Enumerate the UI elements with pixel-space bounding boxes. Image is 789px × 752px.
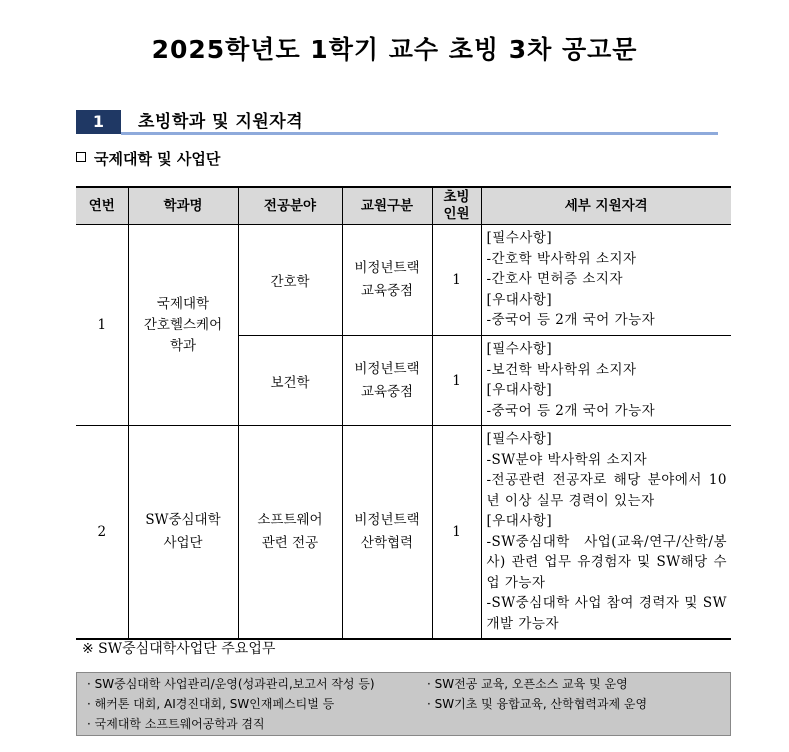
section-number: 1 — [76, 110, 121, 134]
qualifications-cell — [481, 426, 731, 639]
faculty-type-line: 교육중점 — [360, 283, 414, 299]
department-name — [128, 426, 238, 639]
faculty-type-line: 산학협력 — [360, 534, 414, 551]
hire-count: 1 — [432, 225, 481, 336]
duty-item: · SW전공 교육, 오픈소스 교육 및 운영 — [427, 677, 628, 691]
header-count — [432, 187, 481, 225]
major-field: 보건학 — [238, 336, 342, 426]
qualifications-cell — [481, 336, 731, 426]
table-row — [76, 225, 731, 336]
faculty-type-line: 비정년트랙 — [354, 260, 420, 276]
faculty-type — [342, 426, 432, 639]
qualification-line: -SW중심대학 사업 참여 경력자 및 SW개발 가능자 — [486, 595, 727, 632]
qualification-line: -간호학 박사학위 소지자 — [486, 250, 637, 267]
qualification-line: [필수사항] — [486, 341, 553, 357]
qualification-line: -보건학 박사학위 소지자 — [486, 361, 637, 378]
qualification-line: [우대사항] — [486, 513, 553, 529]
table-row — [76, 426, 731, 639]
department-name — [128, 225, 238, 426]
checkbox-square-icon — [76, 152, 86, 162]
recruitment-table — [76, 186, 731, 640]
faculty-type-line: 교육중점 — [360, 383, 414, 400]
duty-item: · 해커톤 대회, AI경진대회, SW인재페스티벌 등 — [87, 697, 335, 711]
department-line: 사업단 — [163, 534, 203, 551]
qualification-line: [우대사항] — [486, 291, 553, 308]
qualification-line: -중국어 등 2개 국어 가능자 — [486, 402, 656, 419]
duty-item: · SW기초 및 융합교육, 산학협력과제 운영 — [427, 697, 648, 711]
table-header-row — [76, 187, 731, 225]
qualification-line: [우대사항] — [486, 382, 553, 398]
duties-box — [76, 672, 731, 736]
faculty-type-line: 비정년트랙 — [354, 511, 420, 528]
sw-duties-note: ※ SW중심대학사업단 주요업무 — [82, 641, 276, 657]
hire-count: 1 — [432, 426, 481, 639]
row-number: 1 — [76, 225, 128, 426]
faculty-type-line: 비정년트랙 — [354, 360, 420, 377]
subheading-text: 국제대학 및 사업단 — [94, 150, 221, 168]
header-department: 학과명 — [128, 187, 238, 225]
document-title: 2025학년도 1학기 교수 초빙 3차 공고문 — [151, 35, 638, 64]
major-field: 간호학 — [238, 225, 342, 336]
subheading — [76, 148, 220, 170]
duty-item: · 국제대학 소프트웨어공학과 겸직 — [87, 717, 265, 731]
header-type: 교원구분 — [342, 187, 432, 225]
department-line: SW중심대학 — [145, 511, 221, 528]
row-number: 2 — [76, 426, 128, 639]
faculty-type — [342, 225, 432, 336]
major-field — [238, 426, 342, 639]
faculty-type — [342, 336, 432, 426]
section-divider — [121, 132, 718, 135]
department-line: 국제대학 — [156, 295, 210, 312]
qualification-line: [필수사항] — [486, 431, 553, 447]
header-qualifications: 세부 지원자격 — [481, 187, 731, 225]
department-line: 간호헬스케어 — [143, 316, 223, 333]
major-field-line: 소프트웨어 — [257, 511, 323, 528]
header-no: 연번 — [76, 187, 128, 225]
section-title: 초빙학과 및 지원자격 — [138, 112, 304, 132]
header-field: 전공분야 — [238, 187, 342, 225]
header-count-line: 초빙 — [443, 189, 470, 205]
qualification-line: [필수사항] — [486, 230, 553, 246]
qualification-line: -전공관련 전공자로 해당 분야에서 10년 이상 실무 경력이 있는자 — [486, 472, 727, 509]
hire-count: 1 — [432, 336, 481, 426]
department-line: 학과 — [169, 337, 197, 354]
qualification-line: -중국어 등 2개 국어 가능자 — [486, 312, 656, 328]
qualification-line: -간호사 면허증 소지자 — [486, 271, 624, 287]
duty-item: · SW중심대학 사업관리/운영(성과관리,보고서 작성 등) — [87, 677, 375, 691]
major-field-line: 관련 전공 — [261, 534, 319, 551]
qualification-line: -SW분야 박사학위 소지자 — [486, 451, 648, 468]
qualification-line: -SW중심대학 사업(교육/연구/산학/봉사) 관련 업무 유경험자 및 SW해당 수업 가능자 — [486, 533, 727, 591]
header-count-line: 인원 — [443, 206, 470, 222]
qualifications-cell — [481, 225, 731, 336]
